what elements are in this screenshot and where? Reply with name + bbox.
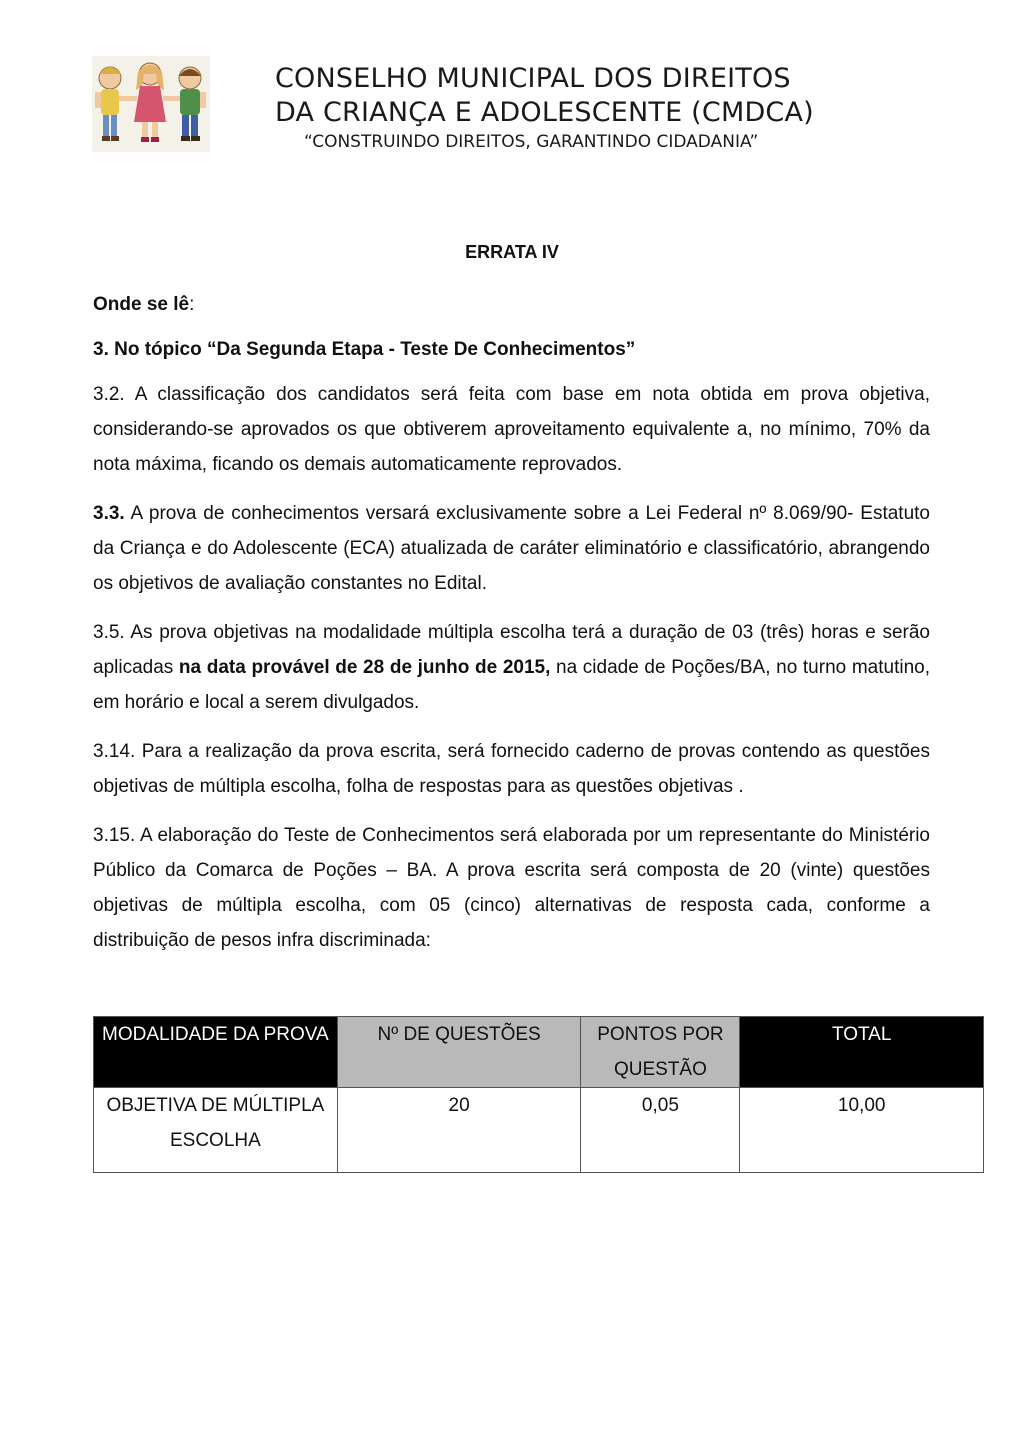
paragraph-3-3-text: A prova de conhecimentos versará exclusivamente sobre a Lei Federal nº 8.069/90- Estatuto da Criança e do Adolescente (ECA) atualizada de caráter eliminatório e classificatório, abrangendo os objetivos de avaliação constantes no Edital. bbox=[93, 503, 930, 594]
paragraph-3-5-date: na data provável de 28 de junho de 2015, bbox=[178, 657, 551, 678]
weights-table bbox=[93, 1016, 984, 1173]
cell-pontos: 0,05 bbox=[581, 1088, 740, 1173]
paragraph-3-2: 3.2. A classificação dos candidatos será feita com base em nota obtida em prova objetiva, considerando-se aprovados os que obtiverem aproveitamento equivalente a, no mínimo, 70% da nota máxima, ficando os demais automaticamente reprovados. bbox=[93, 384, 930, 475]
topic-heading: 3. No tópico “Da Segunda Etapa - Teste De Conhecimentos” bbox=[93, 339, 636, 360]
table-row bbox=[94, 1088, 984, 1173]
paragraph-3-3-number: 3.3. bbox=[93, 503, 125, 524]
council-name-line1: CONSELHO MUNICIPAL DOS DIREITOS bbox=[275, 63, 791, 94]
onde-se-le bbox=[93, 287, 930, 322]
paragraph-3-5 bbox=[93, 615, 930, 720]
paragraph-3-3 bbox=[93, 496, 930, 601]
letterhead bbox=[275, 62, 995, 154]
header-pontos: PONTOS POR QUESTÃO bbox=[581, 1017, 740, 1088]
document-body bbox=[93, 287, 930, 972]
header-modalidade: MODALIDADE DA PROVA bbox=[94, 1017, 338, 1088]
document-title: ERRATA IV bbox=[465, 242, 559, 262]
paragraph-3-5-part1: 3.5. As prova objetivas na modalidade múltipla escolha terá a duração de 03 (três) horas e serão aplicadas bbox=[93, 622, 930, 678]
table-header-row bbox=[94, 1017, 984, 1088]
header-questoes: Nº DE QUESTÕES bbox=[337, 1017, 581, 1088]
paragraph-3-14: 3.14. Para a realização da prova escrita, será fornecido caderno de provas contendo as questões objetivas de múltipla escolha, folha de respostas para as questões objetivas . bbox=[93, 741, 930, 797]
cmdca-logo bbox=[92, 56, 210, 152]
cell-total: 10,00 bbox=[740, 1088, 984, 1173]
council-name-line2: DA CRIANÇA E ADOLESCENTE (CMDCA) bbox=[275, 97, 814, 128]
paragraph-3-5-part2: na cidade de Poções/BA, no turno matutino, em horário e local a serem divulgados. bbox=[93, 657, 931, 713]
onde-se-le-colon: : bbox=[189, 294, 195, 315]
paragraph-3-15: 3.15. A elaboração do Teste de Conhecimentos será elaborada por um representante do Ministério Público da Comarca de Poções – BA. A prova escrita será composta de 20 (vinte) questões objetivas de múltipla escolha, com 05 (cinco) alternativas de resposta cada, conforme a distribuição de pesos infra discriminada: bbox=[93, 825, 930, 951]
onde-se-le-label: Onde se lê bbox=[93, 294, 190, 315]
children-holding-hands-icon bbox=[92, 56, 210, 152]
council-motto: “CONSTRUINDO DIREITOS, GARANTINDO CIDADANIA” bbox=[304, 132, 759, 152]
header-total: TOTAL bbox=[740, 1017, 984, 1088]
cell-modalidade: OBJETIVA DE MÚLTIPLA ESCOLHA bbox=[94, 1088, 338, 1173]
cell-questoes: 20 bbox=[337, 1088, 581, 1173]
